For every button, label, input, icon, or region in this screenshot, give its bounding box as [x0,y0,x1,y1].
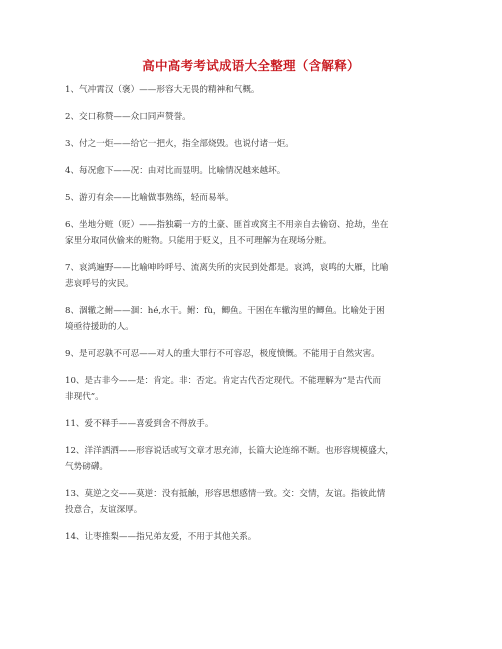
entry-text: 4、每况愈下——况：由对比而显明。比喻情况越来越坏。 [65,166,286,176]
entry-8 [65,303,440,335]
entry-text: 5、游刃有余——比喻做事熟练，轻而易举。 [65,193,234,203]
entry-text: 11、爱不释手——喜爱到舍不得放手。 [65,419,214,429]
entry-text-continued: 投意合，友谊深厚。 [65,505,143,515]
entry-10 [65,373,440,405]
entry-list [65,82,440,556]
entry-4 [65,163,440,179]
entry-text: 13、莫逆之交——莫逆：没有抵触，形容思想感情一致。交：交情，友谊。指彼此情 [65,489,386,499]
entry-6 [65,217,440,249]
entry-text-continued: 悲哀呼号的灾民。 [65,279,134,289]
entry-text: 3、付之一炬——给它一把火，指全部烧毁。也说付诸一炬。 [65,139,294,149]
entry-text: 6、坐地分赃（贬）——指独霸一方的土豪、匪首或窝主不用亲自去偷窃、抢劫，坐在 [65,220,389,230]
entry-11 [65,416,440,432]
entry-text-continued: 家里分取同伙偷来的赃物。只能用于贬义，且不可理解为在现场分赃。 [65,236,332,246]
entry-13 [65,486,440,518]
entry-14 [65,529,440,545]
entry-text: 2、交口称赞——众口同声赞誉。 [65,112,191,122]
entry-text-continued: 境亟待援助的人。 [65,322,134,332]
entry-text-continued: 气势磅礴。 [65,462,108,472]
entry-9 [65,346,440,362]
entry-text: 12、洋洋洒洒——形容说话或写文章才思充沛，长篇大论连绵不断。也形容规模盛大， [65,446,394,456]
entry-1 [65,82,440,98]
document-title: 高中高考考试成语大全整理（含解释） [142,58,360,73]
entry-text: 7、哀鸿遍野——比喻呻吟呼号、流离失所的灾民到处都是。哀鸿，哀鸣的大雁，比喻 [65,263,389,273]
entry-text: 10、是古非今——是：肯定。非：否定。肯定古代否定现代。不能理解为“是古代而 [65,376,382,386]
entry-text-continued: 非现代”。 [65,392,104,402]
entry-text: 8、涸辙之鲋——涸：hé,水干。鲋：fù，鲫鱼。干困在车辙沟里的鲫鱼。比喻处于困 [65,306,385,316]
entry-7 [65,260,440,292]
entry-12 [65,443,440,475]
entry-text: 1、气冲霄汉（褒）——形容大无畏的精神和气概。 [65,85,260,95]
entry-2 [65,109,440,125]
entry-3 [65,136,440,152]
entry-text: 9、是可忍孰不可忍——对人的重大罪行不可容忍，极度愤慨。不能用于自然灾害。 [65,349,380,359]
entry-text: 14、让枣推梨——指兄弟友爱，不用于其他关系。 [65,532,257,542]
entry-5 [65,190,440,206]
